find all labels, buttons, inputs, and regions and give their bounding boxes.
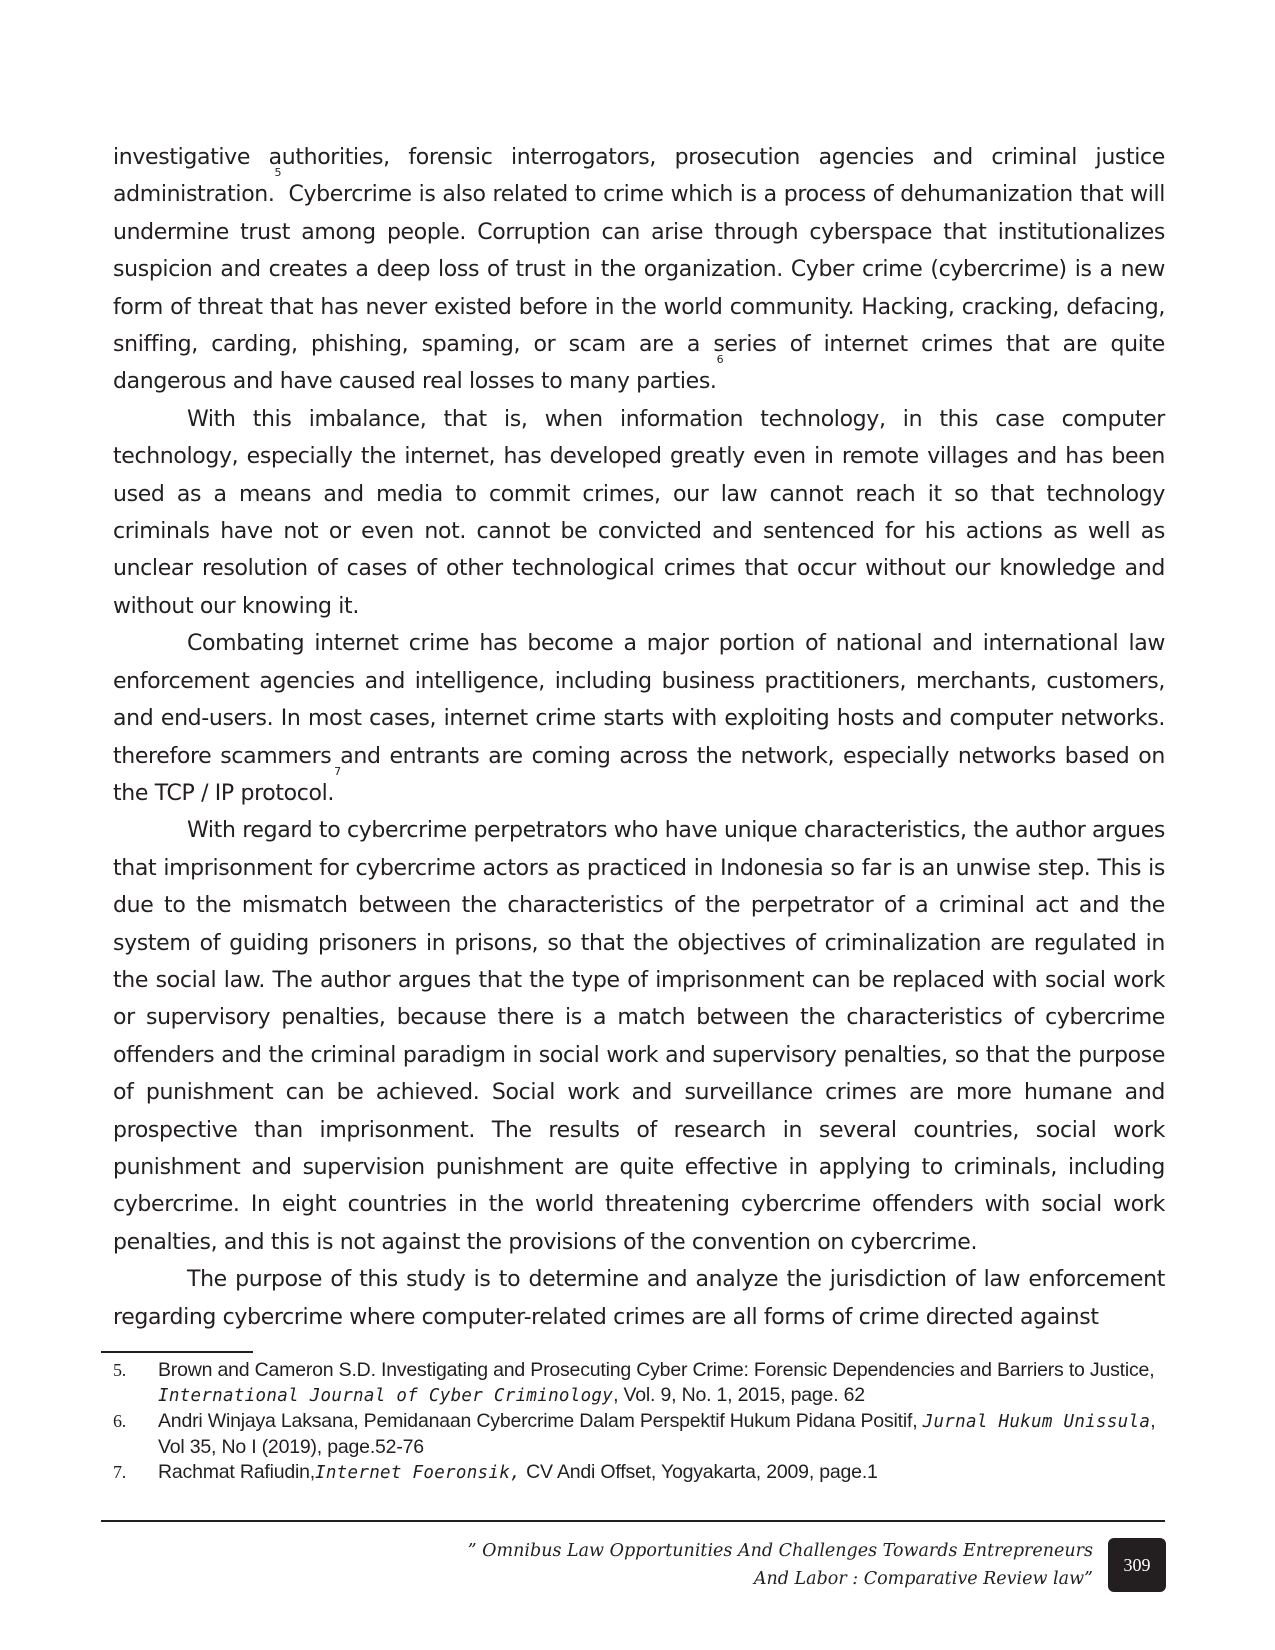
- body-text: [113, 139, 1165, 1336]
- footnote-text-end: , Vol. 9, No. 1, 2015, page. 62: [613, 1384, 865, 1406]
- footnote-number: 6.: [113, 1411, 127, 1431]
- footnote-ref-6: 6: [716, 353, 724, 367]
- footnote-text: Rachmat Rafiudin,: [158, 1461, 316, 1483]
- running-title: [393, 1537, 1093, 1593]
- footnote-divider: [101, 1351, 253, 1353]
- footnote-text-end: , Vol 35, No I (2019), page.52-76: [158, 1410, 1156, 1458]
- footnote-journal: Internet Foeronsik,: [315, 1463, 521, 1483]
- footnote-journal: International Journal of Cyber Criminology: [158, 1386, 614, 1406]
- running-title-line-2: And Labor : Comparative Review law”: [753, 1569, 1093, 1589]
- paragraph-3: [113, 625, 1165, 812]
- paragraph-1-part-b: Cybercrime is also related to crime which is a process of dehumanization that will undermine trust among people. Corruption can arise through cyberspace that institutionalizes suspicion and creates a deep loss of trust in the organization. Cyber crime (cybercrime) is a new form of threat that has never existed before in the world community. Hacking, cracking, defacing, sniffing, carding, phishing, spaming, or scam are a series of internet crimes that are quite dangerous and have caused real losses to many parties.: [113, 182, 1165, 395]
- footnote-6: [113, 1409, 1165, 1460]
- footnote-journal: Jurnal Hukum Unissula: [922, 1412, 1151, 1432]
- paragraph-3-text: Combating internet crime has become a major portion of national and international law enforcement agencies and intelligence, including business practitioners, merchants, customers, and end-users. In most cases, internet crime starts with exploiting hosts and computer networks. therefore scammers and entrants are coming across the network, especially networks based on the TCP / IP protocol.: [113, 631, 1165, 806]
- footnote-number: 7.: [113, 1462, 127, 1482]
- page-number-badge: [1108, 1538, 1166, 1592]
- footer-divider: [101, 1520, 1165, 1522]
- footnote-5: [113, 1358, 1165, 1409]
- footnote-number: 5.: [113, 1360, 127, 1380]
- footnote-text-end: CV Andi Offset, Yogyakarta, 2009, page.1: [520, 1461, 878, 1483]
- footnote-ref-7: 7: [334, 764, 342, 778]
- footnote-ref-5: 5: [274, 166, 282, 180]
- paragraph-4: With regard to cybercrime perpetrators who have unique characteristics, the author argues that imprisonment for cybercrime actors as practiced in Indonesia so far is an unwise step. This is due to the mismatch between the characteristics of the perpetrator of a criminal act and the system of guiding prisoners in prisons, so that the objectives of criminalization are regulated in the social law. The author argues that the type of imprisonment can be replaced with social work or supervisory penalties, because there is a match between the characteristics of cybercrime offenders and the criminal paradigm in social work and supervisory penalties, so that the purpose of punishment can be achieved. Social work and surveillance crimes are more humane and prospective than imprisonment. The results of research in several countries, social work punishment and supervision punishment are quite effective in applying to criminals, including cybercrime. In eight countries in the world threatening cybercrime offenders with social work penalties, and this is not against the provisions of the convention on cybercrime.: [113, 818, 1165, 1255]
- footnote-text: Brown and Cameron S.D. Investigating and Prosecuting Cyber Crime: Forensic Dependencies and Barriers to Justice,: [158, 1359, 1155, 1381]
- page-number: 309: [1123, 1554, 1151, 1575]
- paragraph-1-part-a: investigative authorities, forensic interrogators, prosecution agencies and criminal justice administration.: [113, 145, 1165, 208]
- footnote-text: Andri Winjaya Laksana, Pemidanaan Cybercrime Dalam Perspektif Hukum Pidana Positif,: [158, 1410, 923, 1432]
- running-title-line-1: ” Omnibus Law Opportunities And Challenges Towards Entrepreneurs: [467, 1541, 1093, 1561]
- paragraph-5: The purpose of this study is to determine and analyze the jurisdiction of law enforcement regarding cybercrime where computer-related crimes are all forms of crime directed against: [113, 1267, 1165, 1330]
- footnote-7: [113, 1460, 1165, 1486]
- footnotes: [113, 1358, 1165, 1486]
- paragraph-2: With this imbalance, that is, when information technology, in this case computer technology, especially the internet, has developed greatly even in remote villages and has been used as a means and media to commit crimes, our law cannot reach it so that technology criminals have not or even not. cannot be convicted and sentenced for his actions as well as unclear resolution of cases of other technological crimes that occur without our knowledge and without our knowing it.: [113, 406, 1165, 619]
- paragraph-1: [113, 139, 1165, 401]
